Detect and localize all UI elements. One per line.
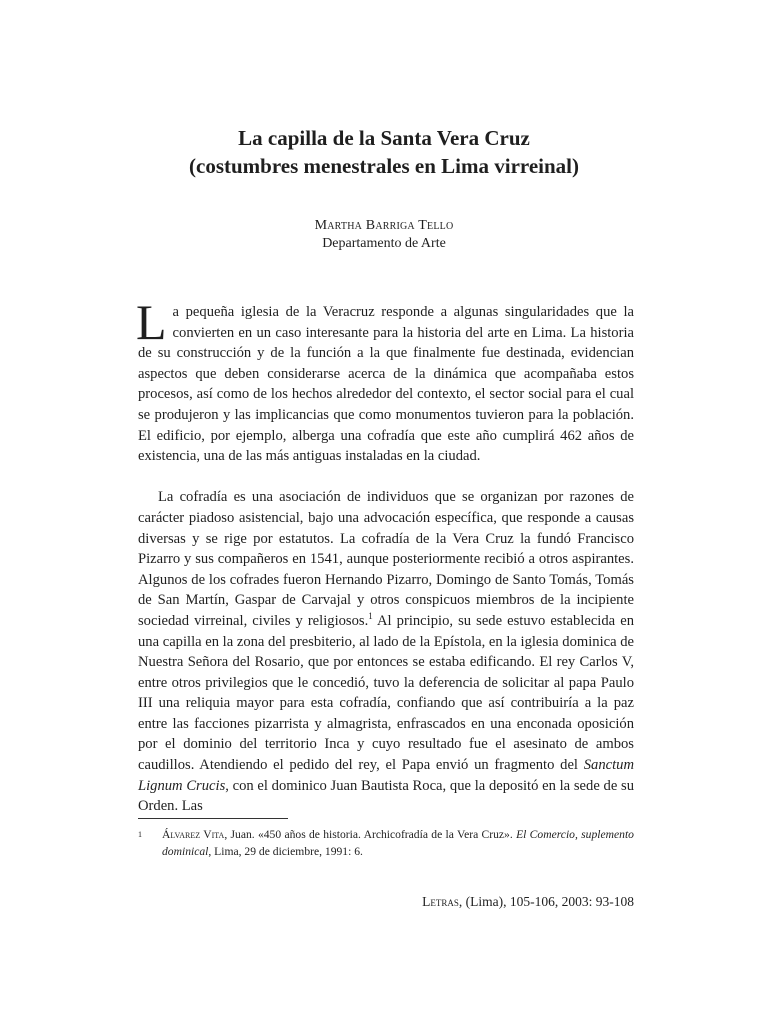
- footnote-source: El Comercio, suplemento dominical: [162, 828, 634, 858]
- author-name: Martha Barriga Tello: [314, 218, 454, 233]
- paragraph-2-text-c: , con el dominico Juan Bautista Roca, que la depositó en la sede de su Orden. Las: [138, 777, 634, 815]
- journal-citation: [422, 893, 634, 911]
- footnote: [138, 826, 634, 860]
- author-affiliation: Departamento de Arte: [322, 236, 446, 251]
- drop-cap: L: [136, 294, 167, 350]
- footnote-divider: [138, 818, 288, 819]
- paragraph-2-text-b: Al principio, su sede estuvo establecida en una capilla en la zona del presbiterio, al lado de la Epístola, en la iglesia dominica de Nuestra Señora del Rosario, que por entonces se estaba edificando. El rey Carlos V, entre otros privilegios que le concedió, tuvo la deferencia de solicitar al papa Paulo III una reliquia mayor para esta cofradía, confiando que así contribuiría a la paz entre las facciones pizarrista y almagrista, enfrascados en una enconada oposición por el dominio del territorio Inca y cuyo resultado fue el asesinato de ambos caudillos. Atendiendo el pedido del rey, el Papa envió un fragmento del: [138, 612, 635, 774]
- footnote-text: [162, 826, 634, 860]
- journal-details: , (Lima), 105-106, 2003: 93-108: [458, 894, 634, 909]
- article-body: [136, 294, 635, 817]
- paragraph-1: [136, 294, 634, 467]
- title-line-2: (costumbres menestrales en Lima virreinal): [189, 154, 579, 178]
- latin-term: Sanctum Lignum Crucis: [138, 757, 634, 794]
- title-line-1: La capilla de la Santa Vera Cruz: [238, 126, 530, 150]
- author-block: [0, 217, 768, 253]
- article-title: [0, 124, 768, 180]
- journal-name: Letras: [422, 894, 459, 909]
- footnote-text-b: , Lima, 29 de diciembre, 1991: 6.: [208, 845, 363, 858]
- body-text: [136, 294, 635, 817]
- footnote-author: Álvarez Vita: [162, 828, 225, 841]
- paragraph-2-text-a: La cofradía es una asociación de individuos que se organizan por razones de carácter piadoso asistencial, bajo una advocación específica, que responde a causas diversas y se rige por estatutos. La cofradía de la Vera Cruz la fundó Francisco Pizarro y sus compañeros en 1541, aunque posteriormente recibió a otros aspirantes. Algunos de los cofrades fueron Hernando Pizarro, Domingo de Santo Tomás, Tomás de San Martín, Gaspar de Carvajal y otros conspicuos miembros de la incipiente sociedad virreinal, civiles y religiosos.: [138, 489, 634, 629]
- paragraph-2: [138, 487, 634, 817]
- footnote-text-a: , Juan. «450 años de historia. Archicofradía de la Vera Cruz».: [224, 828, 517, 841]
- paragraph-1-text: a pequeña iglesia de la Veracruz responde a algunas singularidades que la convierten en un caso interesante para la historia del arte en Lima. La historia de su construcción y de la función a la que finalmente fue destinada, evidencian aspectos que deben considerarse acerca de la dinámica que acompañaba estos procesos, así como de los hechos alrededor del contexto, el sector social para el cual se produjeron y las implicancias que como monumentos tuvieron para la población. El edificio, por ejemplo, alberga una cofradía que este año cumplirá 462 años de existencia, una de las más antiguas instaladas en la ciudad.: [138, 304, 634, 465]
- footnote-number: 1: [138, 830, 142, 839]
- footnote-reference[interactable]: 1: [368, 611, 373, 622]
